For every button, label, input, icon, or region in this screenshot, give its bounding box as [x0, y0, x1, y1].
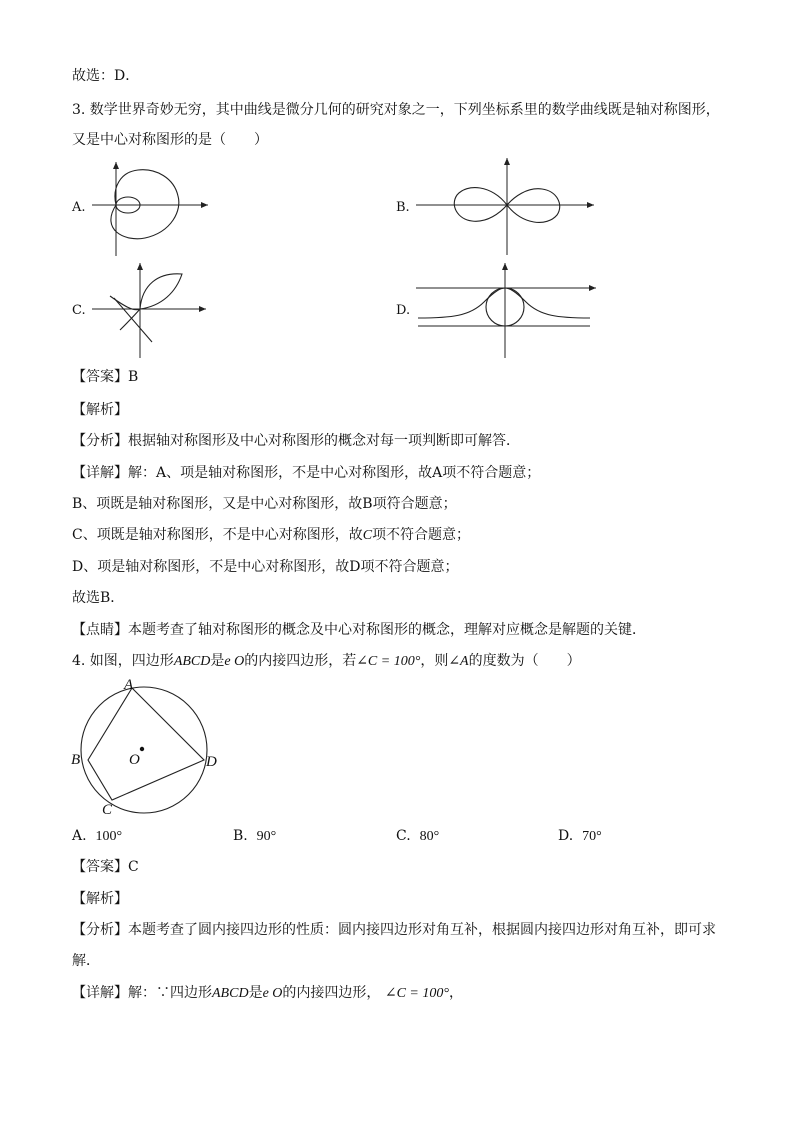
- option-c-figure: [90, 260, 220, 360]
- y-axis-arrow: [137, 263, 143, 270]
- choice-label: C.: [396, 828, 411, 844]
- option-d-label: D.: [396, 303, 411, 318]
- point-label-d: D: [206, 754, 217, 770]
- math-condition: ∠C = 100°: [356, 654, 421, 669]
- circle-o: [81, 687, 207, 813]
- choice-label: B.: [233, 828, 248, 844]
- answer-3: 【答案】B: [72, 369, 139, 385]
- text-segment: C、项既是轴对称图形，不是中心对称图形，故: [72, 527, 363, 543]
- analysis-4-summary-cont: 解．: [72, 953, 100, 969]
- question-4-stem: [72, 651, 581, 672]
- option-c-label: C.: [72, 303, 86, 318]
- math-circle: e O: [262, 986, 283, 1001]
- text-segment: 是: [210, 653, 225, 669]
- analysis-3-detail-a: 【详解】解：A、项是轴对称图形，不是中心对称图形，故A项不符合题意；: [72, 465, 541, 481]
- option-b-figure: [412, 155, 602, 260]
- choice-value: 80°: [419, 829, 440, 844]
- x-axis-arrow: [587, 202, 594, 208]
- point-label-a: A: [124, 677, 134, 693]
- bell-curve: [418, 288, 590, 318]
- analysis-3-detail-b: B、项既是轴对称图形，又是中心对称图形，故B项符合题意；: [72, 496, 457, 512]
- option-a-figure: [90, 160, 220, 260]
- math-quad: ABCD: [212, 986, 249, 1001]
- point-label-c: C: [102, 802, 113, 818]
- choice-label: A.: [72, 828, 87, 844]
- conclusion-3: 故选B．: [72, 590, 125, 606]
- y-axis-arrow: [502, 263, 508, 270]
- option-a-label: A.: [72, 200, 86, 215]
- math-quad: ABCD: [173, 654, 211, 669]
- text-segment: 【详解】解：∵四边形: [72, 985, 212, 1001]
- option-d-figure: [412, 260, 602, 360]
- choice-c: [396, 826, 439, 847]
- x-axis-arrow: [589, 285, 596, 291]
- choice-value: 90°: [256, 829, 277, 844]
- analysis-4-heading: 【解析】: [72, 891, 128, 907]
- folium-asymptote: [114, 298, 152, 342]
- folium-loop: [140, 274, 182, 309]
- folium-branch-2: [120, 309, 140, 330]
- x-axis-arrow: [201, 202, 208, 208]
- math-var: C: [362, 528, 373, 543]
- choice-label: D.: [558, 828, 574, 844]
- center-point: [140, 747, 144, 751]
- text-segment: ，: [448, 985, 463, 1001]
- math-circle: e O: [224, 654, 245, 669]
- question-3-stem-cont: 又是中心对称图形的是（ ）: [72, 132, 268, 148]
- analysis-3-detail-d: D、项是轴对称图形，不是中心对称图形，故D项不符合题意；: [72, 559, 459, 575]
- option-b-label: B.: [396, 200, 410, 215]
- note-3: 【点睛】本题考查了轴对称图形的概念及中心对称图形的概念，理解对应概念是解题的关键．: [72, 622, 646, 638]
- answer-4: 【答案】C: [72, 859, 139, 875]
- choice-value: 70°: [582, 829, 602, 844]
- y-axis-arrow: [113, 162, 119, 169]
- analysis-3-heading: 【解析】: [72, 402, 128, 418]
- question-4-figure: [66, 672, 226, 822]
- point-label-o: O: [129, 752, 140, 768]
- y-axis-arrow: [504, 158, 510, 165]
- question-3-stem: 3. 数学世界奇妙无穷，其中曲线是微分几何的研究对象之一，下列坐标系里的数学曲线既是轴对称图形，: [72, 102, 720, 118]
- text-segment: 的度数为（ ）: [468, 653, 581, 669]
- analysis-3-summary: 【分析】根据轴对称图形及中心对称图形的概念对每一项判断即可解答．: [72, 433, 520, 449]
- x-axis-arrow: [199, 306, 206, 312]
- quadrilateral-abcd: [88, 688, 204, 800]
- analysis-4-detail: [72, 983, 463, 1004]
- text-segment: ，则: [420, 653, 449, 669]
- math-angle: ∠A: [448, 654, 469, 669]
- analysis-4-summary: 【分析】本题考查了圆内接四边形的性质：圆内接四边形对角互补，根据圆内接四边形对角互补，即可求: [72, 922, 716, 938]
- text-segment: 4. 如图，四边形: [72, 653, 174, 669]
- choice-a: [72, 826, 122, 847]
- text-segment: 的内接四边形，: [282, 985, 381, 1001]
- point-label-b: B: [71, 752, 81, 768]
- text-segment: 的内接四边形，若: [244, 653, 357, 669]
- choice-d: [558, 826, 602, 847]
- text-segment: 项不符合题意；: [372, 527, 471, 543]
- analysis-3-detail-c: [72, 525, 470, 546]
- text-segment: 是: [248, 985, 263, 1001]
- choice-b: [233, 826, 276, 847]
- text-line: 故选：D．: [72, 68, 140, 84]
- choice-value: 100°: [95, 829, 123, 844]
- cardioid-outer: [111, 170, 179, 239]
- math-condition: ∠C = 100°: [384, 986, 449, 1001]
